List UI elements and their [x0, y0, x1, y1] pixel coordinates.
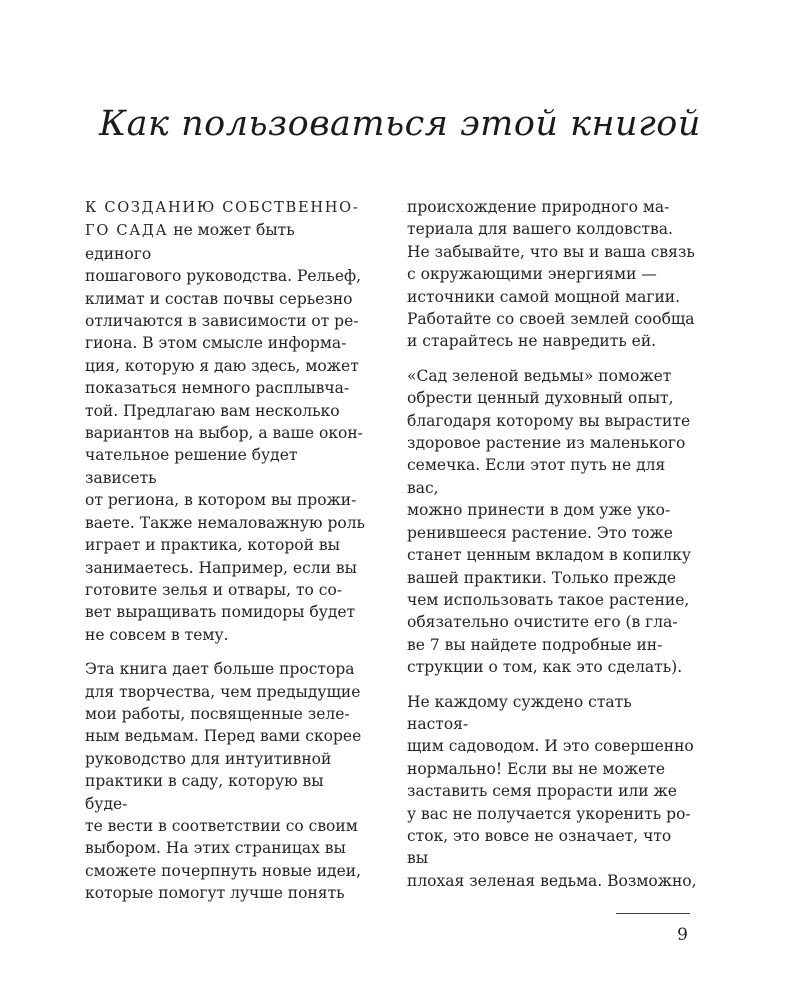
footer [616, 913, 690, 945]
page-title: Как пользоваться этой книгой [99, 104, 701, 144]
lead-caps-line1: К СОЗДАНИЮ СОБСТВЕННО- [85, 199, 360, 216]
paragraph [85, 196, 365, 646]
paragraph: «Сад зеленой ведьмы» поможет обрести ценный духовный опыт, благодаря которому вы вырастите здоровое растение из маленького семечка. Если этот путь не для вас, можно принести в дом уже уко- ренившееся растение. Это тоже станет ценным вкладом в копилку вашей практики. Только прежде чем использовать такое растение, обязательно очистите его (в гла- ве 7 вы найдете подробные ин- струкции о том, как это сделать). [407, 366, 691, 677]
paragraph: Эта книга дает больше простора для творчества, чем предыдущие мои работы, посвященные зеле- ным ведьмам. Перед вами скорее руководство для интуитивной практики в саду, которую вы буде- те вести в соответствии со своим выбором. На этих страницах вы сможете почерпнуть новые идеи, которые помогут лучше понять [85, 660, 362, 903]
text-columns [85, 196, 697, 905]
lead-caps-line2: ГО САДА [85, 222, 169, 240]
footer-rule [616, 913, 690, 914]
right-column [407, 196, 697, 905]
paragraph: происхождение природного ма- териала для вашего колдовства. Не забывайте, что вы и ваша связь с окружающими энергиями — источники самой мощной магии. Работайте со своей землей сообща и старайтесь не навредить ей. [407, 198, 695, 351]
page-number: 9 [677, 925, 688, 945]
lead-rest: не может быть единого [85, 221, 295, 263]
left-column [85, 196, 365, 905]
paragraph-text: пошагового руководства. Рельеф, климат и состав почвы серьезно отличаются в зависимости от ре- гиона. В этом смысле информа- ция, которую я даю здесь, может показаться немного расплывча- той. Предлагаю вам несколько вариантов на выбор, а ваше окон- чательное решение будет зависеть от региона, в котором вы прожи- ваете. Также немаловажную роль играет и практика, которой вы занимаетесь. Например, если вы готовите зелья и отвары, то со- вет выращивать помидоры будет не совсем в тему. [85, 267, 365, 644]
paragraph: Не каждому суждено стать настоя- щим садоводом. И это совершенно нормально! Если вы не можете заставить семя прорасти или же у вас не получается укоренить ро- сток, это вовсе не означает, что вы плохая зеленая ведьма. Возможно, [407, 692, 697, 890]
